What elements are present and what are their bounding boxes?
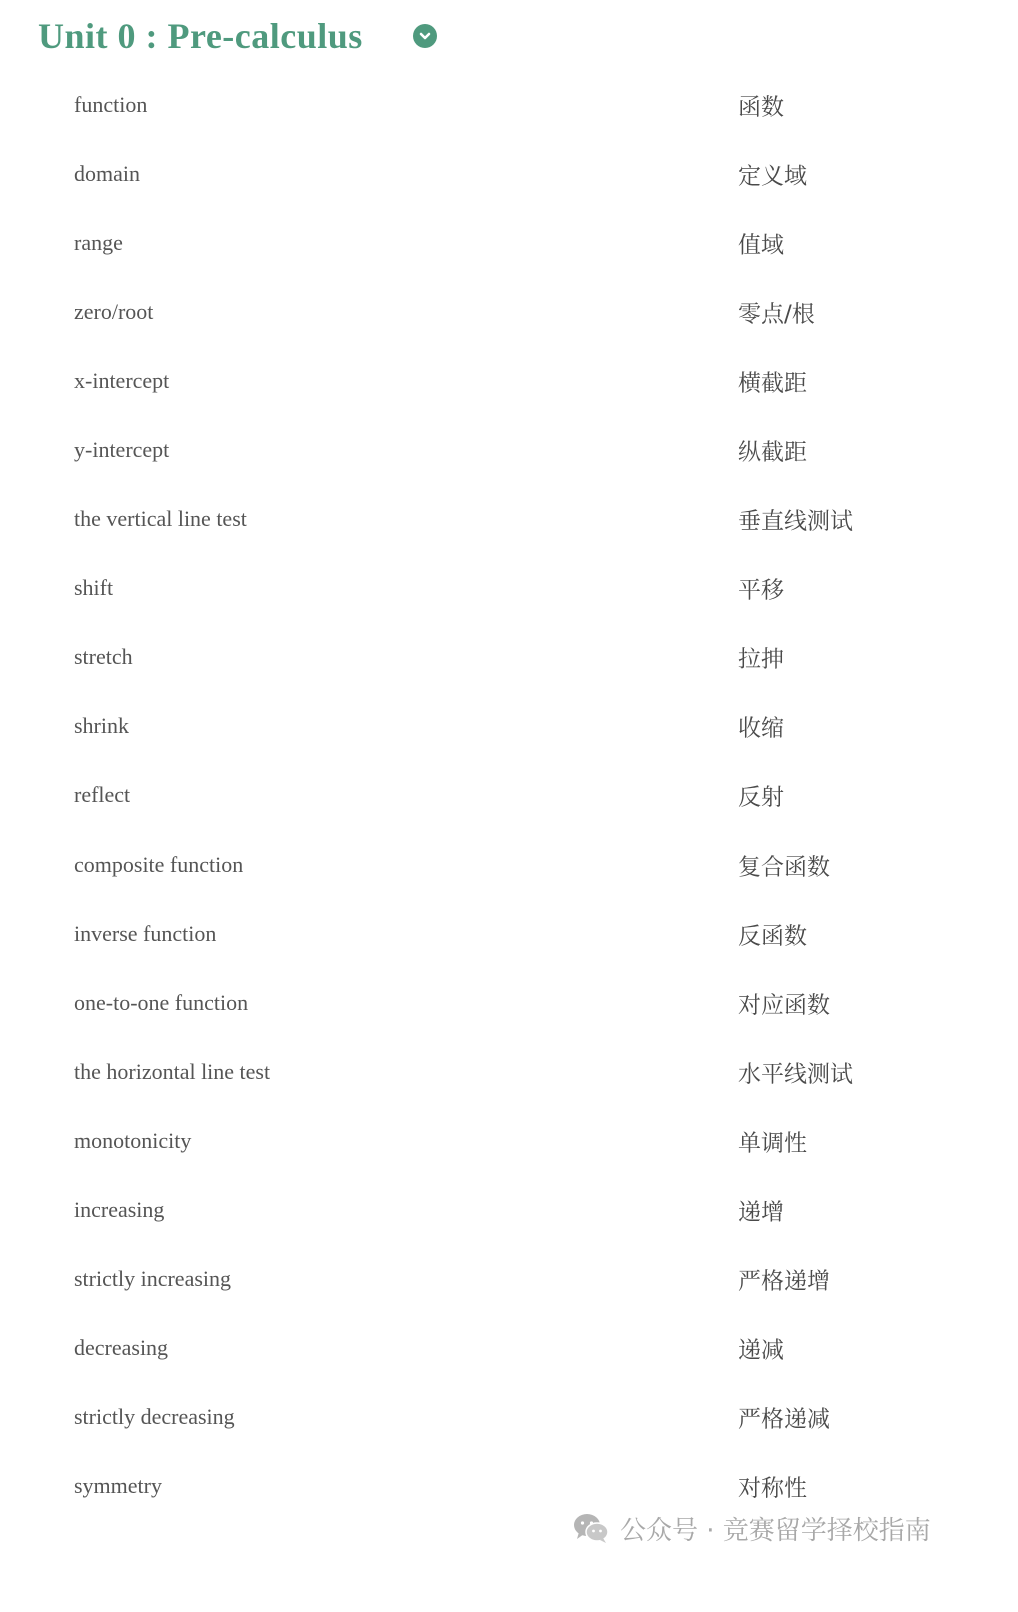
glossary-row	[0, 968, 1018, 1037]
glossary-row	[0, 139, 1018, 208]
term-chinese: 反射	[738, 784, 784, 811]
term-english: the vertical line test	[74, 506, 247, 532]
glossary-list	[0, 70, 1018, 1521]
glossary-row	[0, 70, 1018, 139]
watermark	[572, 1506, 931, 1550]
term-english: composite function	[74, 851, 244, 877]
term-chinese: 严格递增	[738, 1268, 830, 1295]
term-chinese: 纵截距	[738, 439, 807, 466]
glossary-row	[0, 1245, 1018, 1314]
term-english: symmetry	[74, 1473, 162, 1499]
term-chinese: 水平线测试	[738, 1061, 853, 1088]
term-english: monotonicity	[74, 1127, 192, 1153]
term-chinese: 收缩	[738, 715, 784, 742]
term-english: decreasing	[74, 1335, 169, 1361]
glossary-row	[0, 1383, 1018, 1452]
glossary-row	[0, 692, 1018, 761]
term-chinese: 垂直线测试	[738, 508, 853, 535]
term-english: y-intercept	[74, 437, 170, 463]
term-english: inverse function	[74, 920, 217, 946]
term-chinese: 递减	[738, 1337, 784, 1364]
term-english: range	[74, 229, 123, 255]
term-chinese: 单调性	[738, 1130, 807, 1157]
glossary-row	[0, 761, 1018, 830]
glossary-row	[0, 554, 1018, 623]
term-chinese: 横截距	[738, 370, 807, 397]
term-chinese: 定义域	[738, 163, 807, 190]
glossary-row	[0, 277, 1018, 346]
wechat-icon	[572, 1512, 610, 1544]
term-english: stretch	[74, 644, 133, 670]
term-english: strictly decreasing	[74, 1404, 235, 1430]
watermark-text: 公众号 · 竞赛留学择校指南	[620, 1515, 931, 1546]
glossary-row	[0, 623, 1018, 692]
page-title: Unit 0 : Pre-calculus	[38, 16, 363, 56]
term-english: the horizontal line test	[74, 1058, 271, 1084]
term-english: domain	[74, 160, 140, 186]
term-chinese: 函数	[738, 94, 784, 121]
glossary-row	[0, 415, 1018, 484]
glossary-row	[0, 1176, 1018, 1245]
term-english: increasing	[74, 1197, 165, 1223]
term-english: strictly increasing	[74, 1266, 232, 1292]
term-chinese: 值域	[738, 232, 784, 259]
glossary-row	[0, 899, 1018, 968]
term-english: one-to-one function	[74, 989, 249, 1015]
chevron-down-circle-icon[interactable]	[413, 24, 437, 48]
term-chinese: 反函数	[738, 923, 807, 950]
term-chinese: 平移	[738, 577, 784, 604]
term-english: function	[74, 91, 148, 117]
glossary-row	[0, 208, 1018, 277]
term-chinese: 零点/根	[738, 301, 815, 328]
term-english: x-intercept	[74, 367, 170, 393]
glossary-row	[0, 346, 1018, 415]
glossary-row	[0, 1106, 1018, 1175]
term-chinese: 复合函数	[738, 854, 830, 881]
glossary-row	[0, 1037, 1018, 1106]
glossary-row	[0, 830, 1018, 899]
term-english: zero/root	[74, 298, 154, 324]
term-chinese: 严格递减	[738, 1406, 830, 1433]
term-chinese: 拉抻	[738, 646, 784, 673]
term-english: reflect	[74, 782, 131, 808]
term-chinese: 递增	[738, 1199, 784, 1226]
term-chinese: 对应函数	[738, 992, 830, 1019]
glossary-row	[0, 485, 1018, 554]
term-english: shrink	[74, 713, 129, 739]
glossary-row	[0, 1314, 1018, 1383]
term-english: shift	[74, 575, 114, 601]
unit-header	[38, 10, 437, 62]
term-chinese: 对称性	[738, 1475, 807, 1502]
